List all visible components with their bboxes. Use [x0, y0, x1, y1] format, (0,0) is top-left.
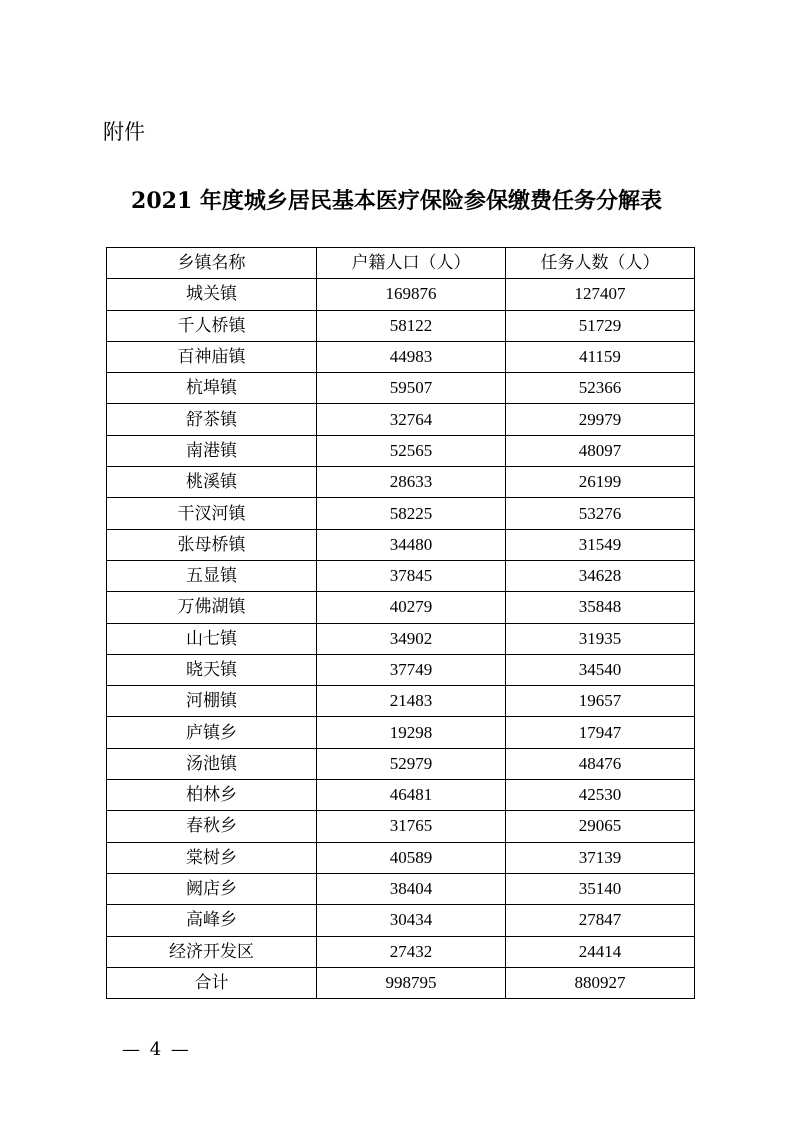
cell-registered-population: 59507: [317, 373, 506, 404]
cell-registered-population: 44983: [317, 341, 506, 372]
table-row: [107, 811, 695, 842]
table-row: [107, 873, 695, 904]
cell-registered-population: 32764: [317, 404, 506, 435]
cell-registered-population: 28633: [317, 467, 506, 498]
cell-town-name: 经济开发区: [107, 936, 317, 967]
cell-registered-population: 998795: [317, 967, 506, 998]
cell-town-name: 春秋乡: [107, 811, 317, 842]
cell-task-count: 19657: [506, 686, 695, 717]
cell-task-count: 34628: [506, 560, 695, 591]
cell-town-name: 张母桥镇: [107, 529, 317, 560]
cell-town-name: 五显镇: [107, 560, 317, 591]
table-row: [107, 467, 695, 498]
table-row: [107, 686, 695, 717]
cell-task-count: 24414: [506, 936, 695, 967]
table-row: [107, 435, 695, 466]
cell-task-count: 37139: [506, 842, 695, 873]
table-row: [107, 842, 695, 873]
table-row: [107, 654, 695, 685]
cell-registered-population: 37845: [317, 560, 506, 591]
cell-task-count: 51729: [506, 310, 695, 341]
table-total-row: [107, 967, 695, 998]
cell-registered-population: 19298: [317, 717, 506, 748]
cell-town-name: 百神庙镇: [107, 341, 317, 372]
table-row: [107, 560, 695, 591]
header-task-count: 任务人数（人）: [506, 248, 695, 279]
cell-registered-population: 40279: [317, 592, 506, 623]
cell-registered-population: 21483: [317, 686, 506, 717]
cell-registered-population: 34480: [317, 529, 506, 560]
attachment-label: 附件: [103, 120, 145, 144]
cell-town-name: 晓天镇: [107, 654, 317, 685]
cell-town-name: 万佛湖镇: [107, 592, 317, 623]
cell-task-count: 26199: [506, 467, 695, 498]
cell-registered-population: 46481: [317, 780, 506, 811]
cell-registered-population: 58122: [317, 310, 506, 341]
table-row: [107, 592, 695, 623]
cell-registered-population: 27432: [317, 936, 506, 967]
cell-town-name: 庐镇乡: [107, 717, 317, 748]
cell-registered-population: 58225: [317, 498, 506, 529]
cell-registered-population: 52979: [317, 748, 506, 779]
cell-registered-population: 38404: [317, 873, 506, 904]
header-registered-population: 户籍人口（人）: [317, 248, 506, 279]
cell-task-count: 127407: [506, 279, 695, 310]
cell-task-count: 53276: [506, 498, 695, 529]
cell-task-count: 29065: [506, 811, 695, 842]
cell-task-count: 34540: [506, 654, 695, 685]
table-row: [107, 341, 695, 372]
cell-task-count: 29979: [506, 404, 695, 435]
cell-town-name: 汤池镇: [107, 748, 317, 779]
table-row: [107, 936, 695, 967]
task-allocation-table: [106, 247, 695, 999]
table-row: [107, 310, 695, 341]
table-row: [107, 717, 695, 748]
table-row: [107, 498, 695, 529]
cell-town-name: 城关镇: [107, 279, 317, 310]
cell-task-count: 35140: [506, 873, 695, 904]
cell-registered-population: 30434: [317, 905, 506, 936]
cell-town-name: 千人桥镇: [107, 310, 317, 341]
table-row: [107, 373, 695, 404]
cell-town-name: 南港镇: [107, 435, 317, 466]
cell-task-count: 42530: [506, 780, 695, 811]
cell-town-name: 杭埠镇: [107, 373, 317, 404]
cell-task-count: 880927: [506, 967, 695, 998]
header-town-name: 乡镇名称: [107, 248, 317, 279]
table-row: [107, 905, 695, 936]
cell-registered-population: 31765: [317, 811, 506, 842]
table-row: [107, 279, 695, 310]
cell-task-count: 27847: [506, 905, 695, 936]
cell-registered-population: 52565: [317, 435, 506, 466]
cell-registered-population: 37749: [317, 654, 506, 685]
cell-task-count: 31549: [506, 529, 695, 560]
cell-task-count: 52366: [506, 373, 695, 404]
table-row: [107, 404, 695, 435]
cell-town-name: 高峰乡: [107, 905, 317, 936]
table-body: [107, 279, 695, 999]
cell-town-name: 合计: [107, 967, 317, 998]
cell-task-count: 35848: [506, 592, 695, 623]
cell-town-name: 干汊河镇: [107, 498, 317, 529]
cell-town-name: 柏林乡: [107, 780, 317, 811]
cell-town-name: 河棚镇: [107, 686, 317, 717]
cell-town-name: 山七镇: [107, 623, 317, 654]
page-number: — 4 —: [122, 1039, 191, 1060]
cell-task-count: 41159: [506, 341, 695, 372]
cell-task-count: 17947: [506, 717, 695, 748]
cell-registered-population: 34902: [317, 623, 506, 654]
document-title: 2021 年度城乡居民基本医疗保险参保缴费任务分解表: [131, 188, 662, 214]
table-row: [107, 623, 695, 654]
cell-town-name: 棠树乡: [107, 842, 317, 873]
table-header-row: [107, 248, 695, 279]
cell-task-count: 48097: [506, 435, 695, 466]
cell-town-name: 桃溪镇: [107, 467, 317, 498]
cell-town-name: 舒茶镇: [107, 404, 317, 435]
cell-town-name: 阙店乡: [107, 873, 317, 904]
table-row: [107, 529, 695, 560]
cell-registered-population: 40589: [317, 842, 506, 873]
cell-task-count: 31935: [506, 623, 695, 654]
cell-task-count: 48476: [506, 748, 695, 779]
table-row: [107, 748, 695, 779]
table-row: [107, 780, 695, 811]
cell-registered-population: 169876: [317, 279, 506, 310]
